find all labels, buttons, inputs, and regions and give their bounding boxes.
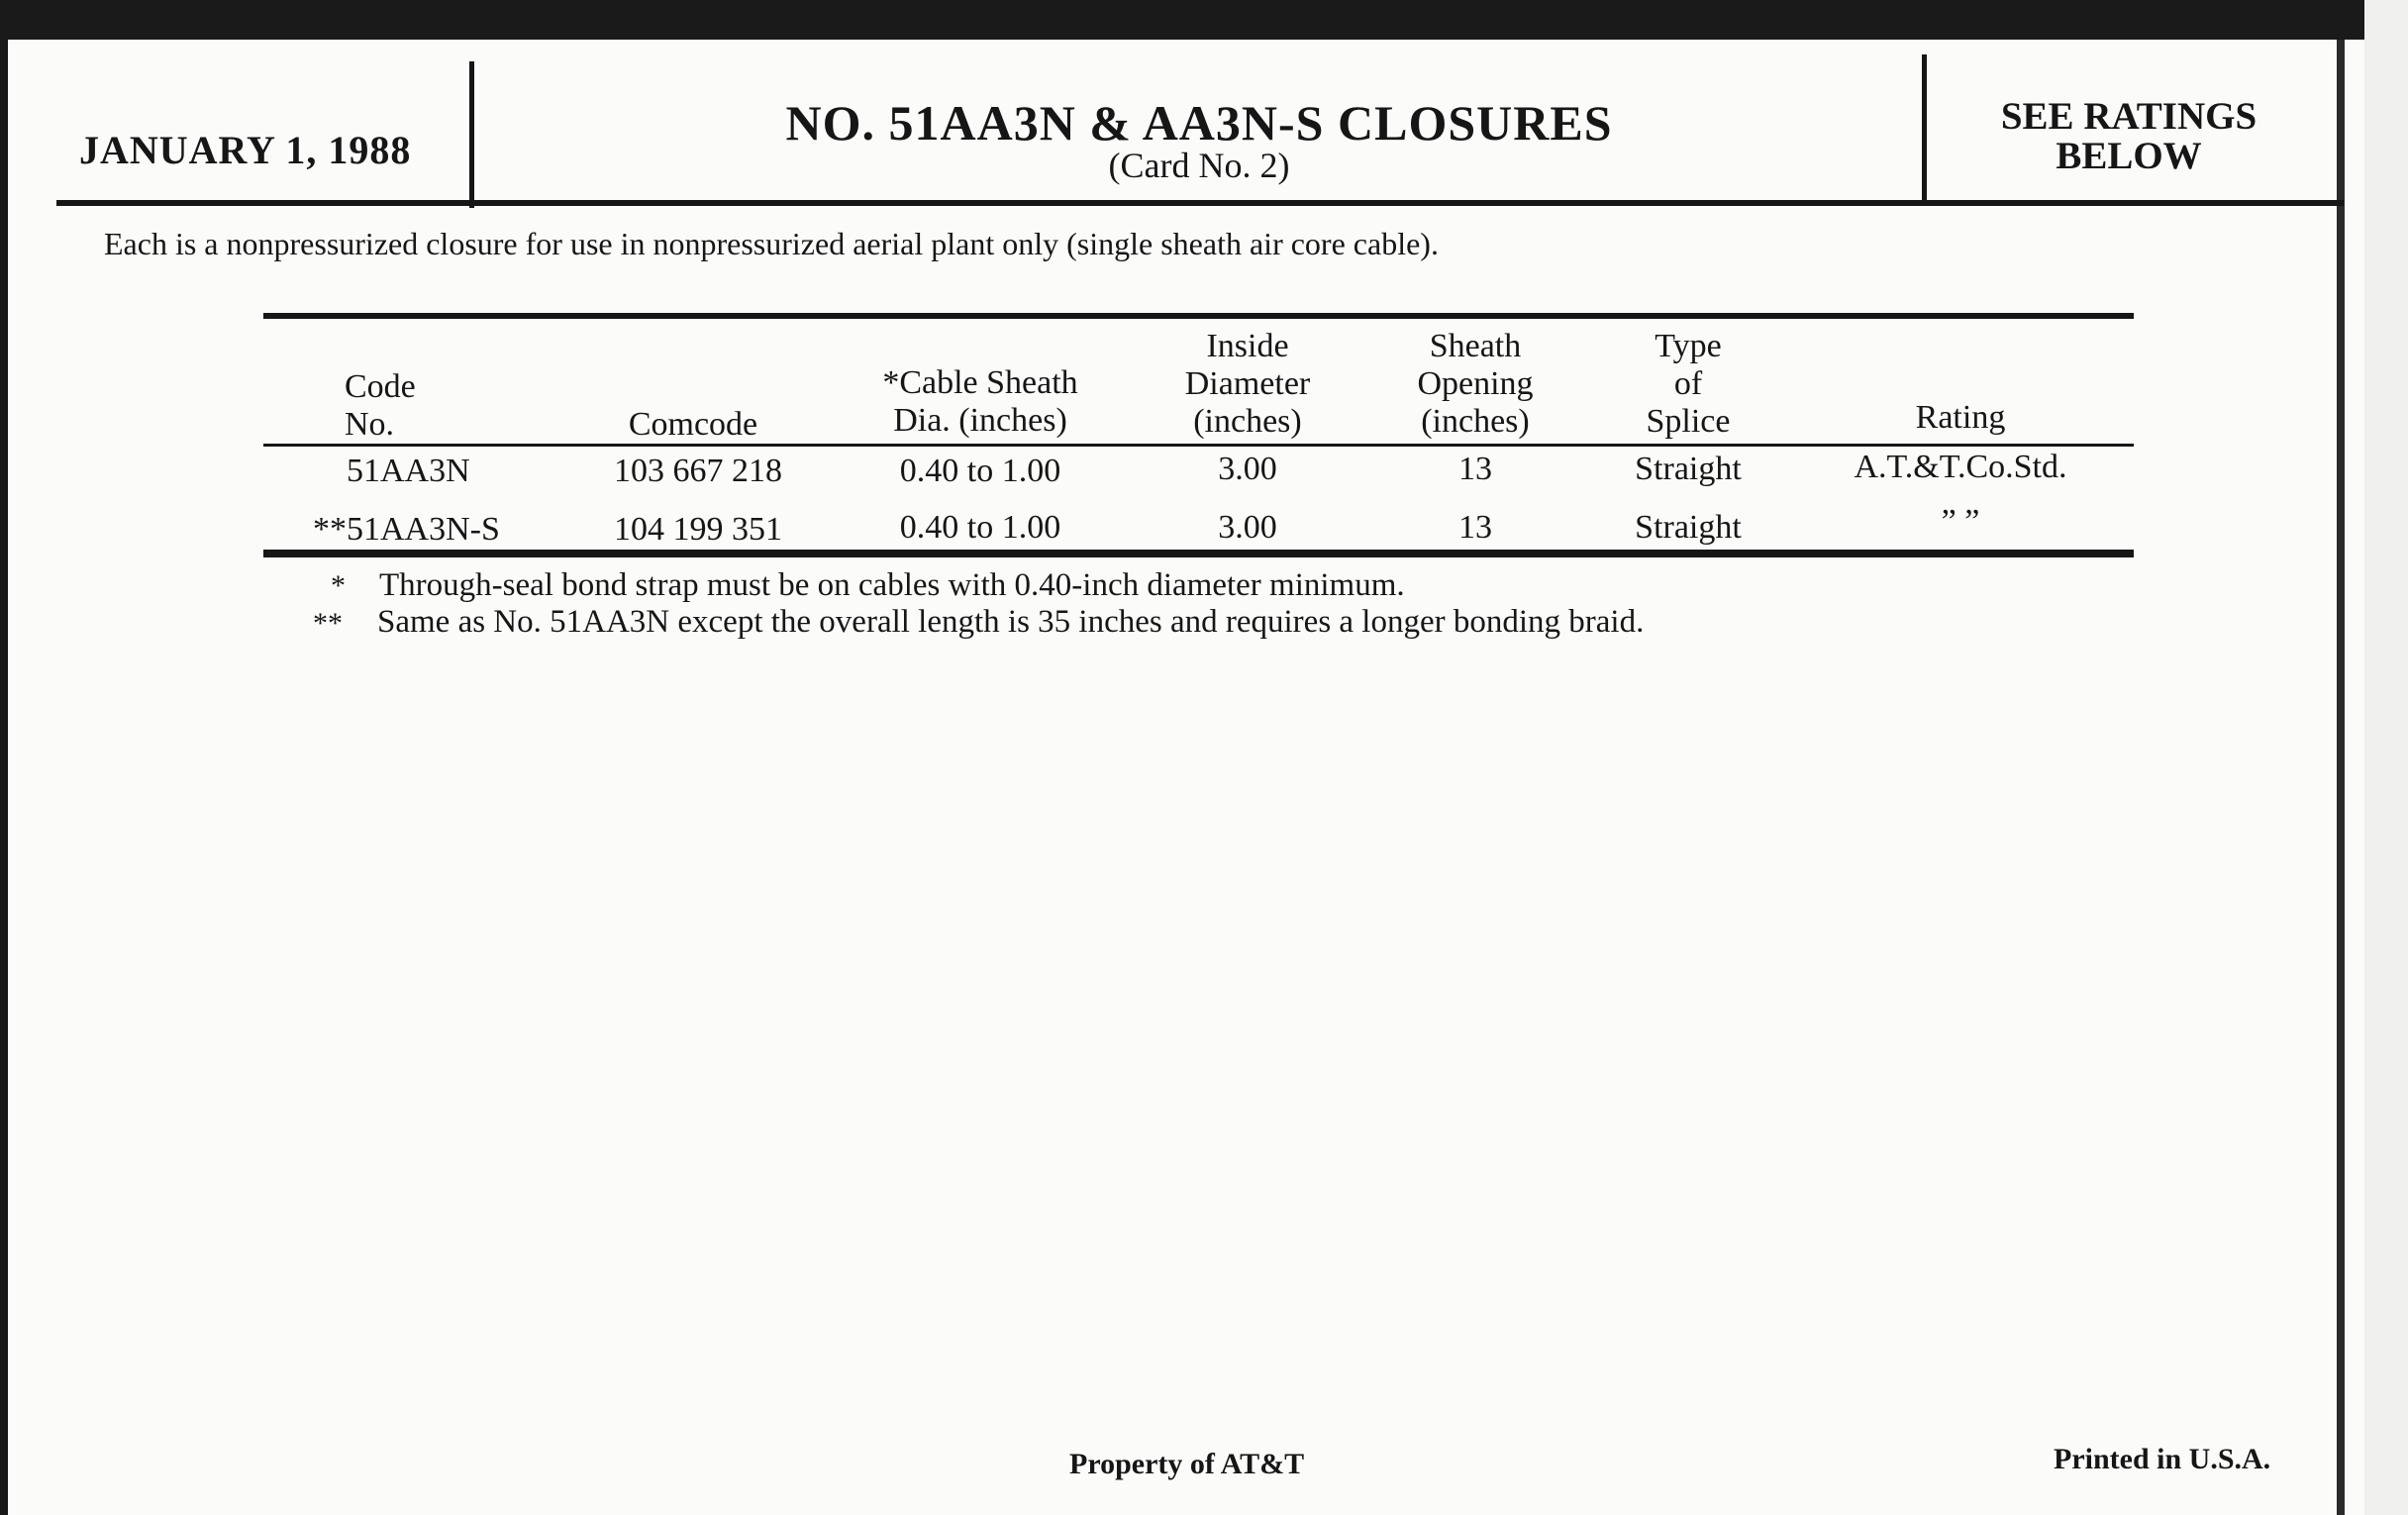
col-header-rating: Rating [1915, 399, 2006, 436]
table-bottom-rule [263, 550, 2134, 557]
cell-cable-sheath: 0.40 to 1.00 [899, 453, 1061, 489]
cell-code-no: **51AA3N-S [313, 511, 500, 548]
cell-code-no: 51AA3N [347, 453, 470, 489]
cell-rating: ” ” [1941, 503, 1980, 540]
footnote-mark: ** [313, 607, 343, 640]
ownership-notice: Property of AT&T [1069, 1448, 1305, 1480]
ratings-note [1931, 97, 2327, 176]
cell-sheath-opening: 13 [1458, 509, 1492, 546]
issue-date: JANUARY 1, 1988 [79, 128, 412, 172]
card-edge [2364, 0, 2408, 1515]
table-top-rule [263, 313, 2134, 319]
cell-cable-sheath: 0.40 to 1.00 [899, 509, 1061, 546]
col-header-sheath-opening: Sheath Opening (inches) [1417, 328, 1534, 440]
footnote-text: Through-seal bond strap must be on cables with 0.40-inch diameter minimum. [379, 567, 1405, 603]
page-title: NO. 51AA3N & AA3N-S CLOSURES [785, 95, 1613, 151]
cell-splice-type: Straight [1635, 509, 1742, 546]
cell-rating: A.T.&T.Co.Std. [1854, 449, 2067, 485]
footnote-mark: * [331, 569, 346, 602]
cell-comcode: 103 667 218 [614, 453, 782, 489]
table-header-rule [263, 444, 2134, 447]
col-header-inside-diameter: Inside Diameter (inches) [1184, 328, 1311, 440]
cell-inside-diameter: 3.00 [1218, 451, 1277, 487]
card-number: (Card No. 2) [1108, 146, 1290, 185]
ratings-note-line1: SEE RATINGS [2000, 95, 2258, 138]
col-header-code-no: Code No. [345, 368, 416, 443]
ratings-note-line2: BELOW [2056, 135, 2202, 177]
card-edge-shadow [2337, 40, 2345, 1515]
cell-comcode: 104 199 351 [614, 511, 782, 548]
col-header-cable-sheath: *Cable Sheath Dia. (inches) [882, 364, 1078, 439]
header-bottom-rule [56, 200, 2344, 206]
cell-inside-diameter: 3.00 [1218, 509, 1277, 546]
print-notice: Printed in U.S.A. [2054, 1443, 2271, 1475]
intro-text: Each is a nonpressurized closure for use in nonpressurized aerial plant only (single sheath air core cable). [104, 226, 1439, 261]
col-header-splice-type: Type of Splice [1646, 328, 1731, 440]
footnote-text: Same as No. 51AA3N except the overall length is 35 inches and requires a longer bonding braid. [377, 604, 1645, 640]
col-header-comcode: Comcode [628, 406, 758, 443]
cell-sheath-opening: 13 [1458, 451, 1492, 487]
cell-splice-type: Straight [1635, 451, 1742, 487]
